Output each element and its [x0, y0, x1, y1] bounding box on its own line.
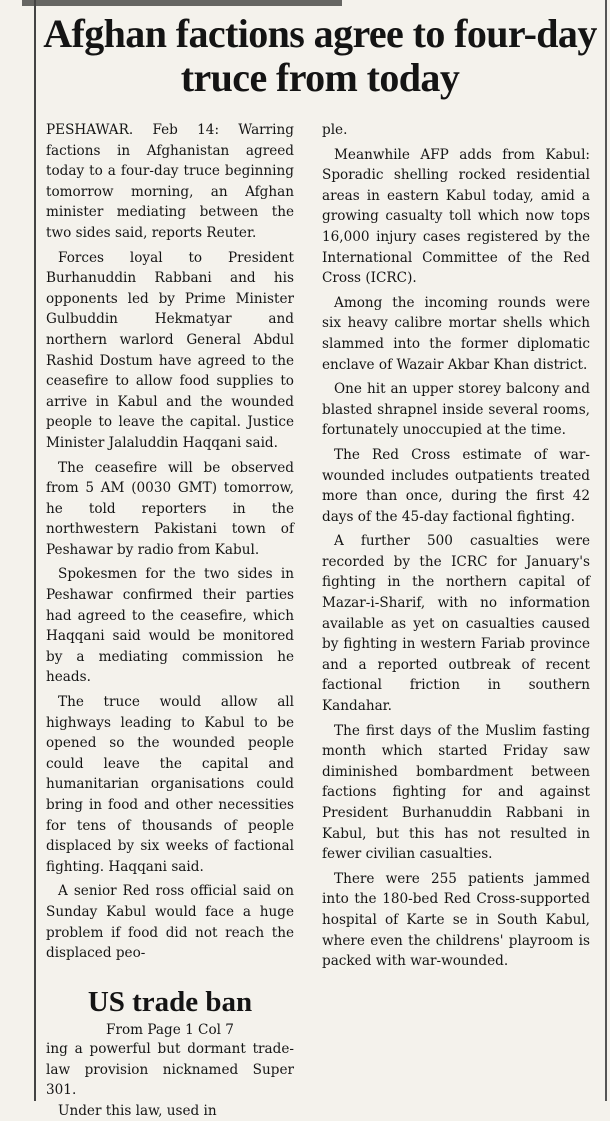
paragraph: PESHAWAR. Feb 14: Warring factions in Afghanistan agreed today to a four-day truce beginning tomorrow morning, an Afghan minister mediating between the two sides said, reports Reuter.	[46, 122, 294, 241]
paragraph: The ceasefire will be observed from 5 AM (0030 GMT) tomorrow, he told reporters in the northwestern Pakistani town of Peshawar by radio from Kabul.	[46, 459, 294, 558]
left-column-rule	[34, 0, 36, 1101]
paragraph: ple.	[322, 122, 348, 138]
paragraph: Under this law, used in	[58, 1102, 217, 1119]
paragraph: ing a powerful but dormant trade-law provision nicknamed Super 301.	[46, 1041, 294, 1099]
trade-story	[46, 1039, 294, 1121]
trade-subhead: US trade ban	[87, 986, 253, 1018]
left-column	[46, 120, 294, 964]
paragraph: There were 255 patients jammed into the 180-bed Red Cross-supported hospital of Karte se in South Kabul, where even the childrens' playroom is packed with war-wounded.	[322, 870, 590, 970]
paragraph: The truce would allow all highways leading to Kabul to be opened so the wounded people could leave the capital and humanitarian organisations could bring in food and other necessities for tens of thousands of people displaced by six weeks of factional fighting. Haqqani said.	[46, 694, 294, 875]
paragraph: The first days of the Muslim fasting month which started Friday saw diminished bombardment between factions fighting for and against President Burhanuddin Rabbani in Kabul, but this has not resulted in fewer civilian casualties.	[322, 722, 590, 863]
right-page-edge	[605, 0, 607, 1101]
paragraph: Meanwhile AFP adds from Kabul: Sporadic shelling rocked residential areas in eastern Kabul today, amid a growing casualty toll which now tops 16,000 injury cases registered by the International Committee of the Red Cross (ICRC).	[322, 146, 590, 287]
paragraph: Among the incoming rounds were six heavy calibre mortar shells which slammed into the former diplomatic enclave of Wazair Akbar Khan district.	[322, 294, 590, 373]
paragraph: Spokesmen for the two sides in Peshawar confirmed their parties had agreed to the ceasefire, which Haqqani said would be monitored by a mediating commission he heads.	[46, 566, 294, 686]
headline: Afghan factions agree to four-day truce from today	[43, 11, 597, 100]
paragraph: One hit an upper storey balcony and blasted shrapnel inside several rooms, fortunately unoccupied at the time.	[322, 381, 590, 439]
paragraph: A senior Red ross official said on Sunday Kabul would face a huge problem if food did not reach the displaced peo-	[46, 883, 294, 962]
paragraph: The Red Cross estimate of war-wounded includes outpatients treated more than once, during the first 42 days of the 45-day factional fighting.	[322, 446, 590, 525]
right-column	[322, 120, 590, 972]
top-rule	[22, 0, 342, 6]
jump-line: From Page 1 Col 7	[106, 1022, 234, 1038]
paragraph: A further 500 casualties were recorded by the ICRC for January's fighting in the northern capital of Mazar-i-Sharif, with no information available as yet on casualties caused by fighting in western Fariab province and a reported outbreak of recent factional friction in southern Kandahar.	[322, 533, 590, 715]
paragraph: Forces loyal to President Burhanuddin Rabbani and his opponents led by Prime Minister Gulbuddin Hekmatyar and northern warlord General Abdul Rashid Dostum have agreed to the ceasefire to allow food supplies to arrive in Kabul and the wounded people to leave the capital. Justice Minister Jalaluddin Haqqani said.	[46, 249, 294, 451]
